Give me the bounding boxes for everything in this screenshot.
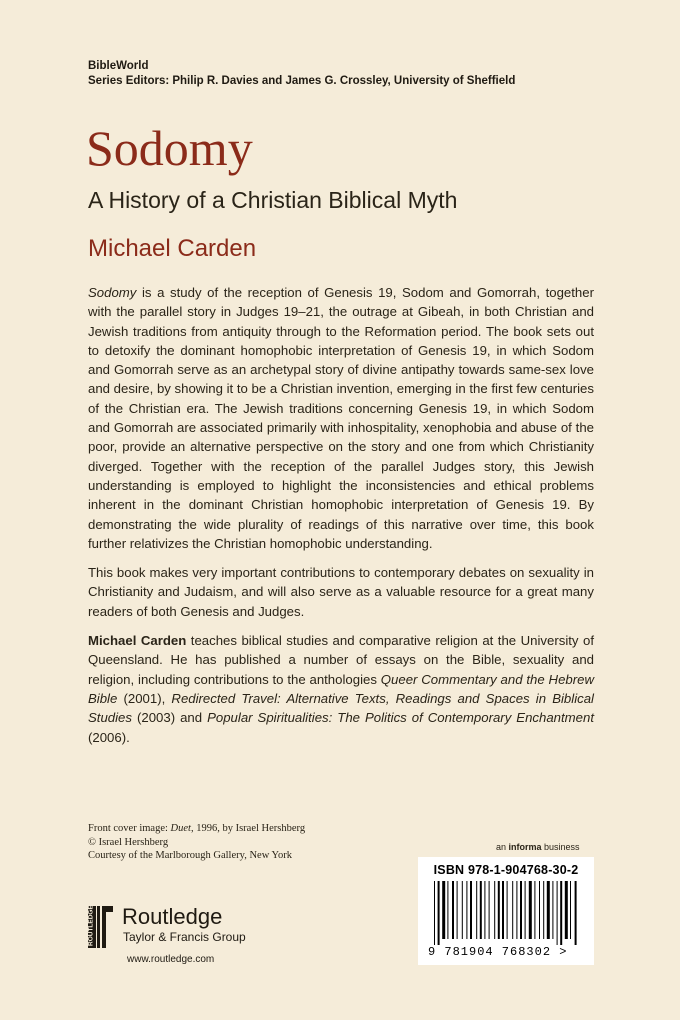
cover-image-credits (88, 822, 305, 863)
blurb (88, 283, 594, 757)
credit-line-3: Courtesy of the Marlborough Gallery, New York (88, 850, 293, 861)
author-bio-work-1: Queer Commentary and the Hebrew Bible (88, 671, 594, 706)
author-bio-work-3: Popular Spiritualities: The Politics of Contemporary Enchantment (207, 710, 594, 726)
series-name: BibleWorld (88, 60, 149, 72)
credit-text: Front cover image: (88, 823, 171, 834)
series-editors: Series Editors: Philip R. Davies and James G. Crossley, University of Sheffield (88, 75, 516, 87)
book-author: Michael Carden (88, 235, 257, 262)
blurb-title-ref: Sodomy (88, 285, 137, 300)
book-subtitle: A History of a Christian Biblical Myth (88, 187, 458, 213)
credit-text: , 1996, by Israel Hershberg (190, 823, 306, 834)
isbn-label: ISBN 978-1-904768-30-2 (433, 863, 579, 877)
isbn-digits: 9 781904 768302 > (428, 945, 568, 959)
credit-line-2: © Israel Hershberg (88, 836, 169, 848)
author-bio (88, 631, 594, 747)
credit-artwork: Duet (170, 823, 191, 834)
author-bio-text: (2006). (88, 729, 130, 745)
publisher-group: Taylor & Francis Group (123, 930, 246, 944)
author-bio-text: (2001), (117, 690, 172, 706)
author-bio-text: (2003) and (132, 710, 208, 726)
blurb-paragraph-2: This book makes very important contributions to contemporary debates on sexuality in Christianity and Judaism, and will also serve as a valuable resource for a great many readers of both Genesis and Judges. (88, 565, 594, 619)
routledge-logo-icon (86, 904, 116, 950)
credit-line-1 (88, 822, 305, 836)
informa-text: business (541, 842, 580, 852)
book-title: Sodomy (86, 120, 253, 176)
author-bio-name: Michael Carden (88, 633, 187, 649)
author-bio-work-2: Redirected Travel: Alternative Texts, Readings and Spaces in Biblical Studies (88, 690, 594, 726)
barcode-icon (432, 881, 580, 945)
informa-text: an (496, 842, 509, 852)
blurb-paragraph-1-text: is a study of the reception of Genesis 19, Sodom and Gomorrah, together with the parallel story in Judges 19–21, the outrage at Gibeah, in both Christian and Jewish traditions from antiquity through to the Reformation period. The book sets out to detoxify the dominant homophobic interpretation of Genesis 19, in which Sodom and Gomorrah serve as an archetypal story of divine antipathy towards same-sex love and desire, by showing it to be a Christian invention, emerging in the first few centuries of the Christian era. The Jewish traditions concerning Genesis 19, in which Sodom and Gomorrah are associated primarily with inhospitality, xenophobia and abuse of the poor, provide an alternative perspective on the story and one from which Christianity diverged. Together with the reception of the parallel Judges story, this Jewish understanding is employed to highlight the inconsistencies and ethical problems inherent in the dominant Christian homophobic interpretation of Genesis 19. By demonstrating the wide plurality of readings of this narrative over time, this book further relativizes the Christian homophobic understanding. (88, 285, 594, 551)
author-bio-text: teaches biblical studies and comparative religion at the University of Queensland. He has published a number of essays on the Bible, sexuality and religion, including contributions to the anthologies (88, 633, 594, 687)
informa-brand: informa (508, 842, 542, 852)
informa-tagline (496, 842, 580, 852)
series-info (88, 59, 515, 89)
isbn-barcode-box (418, 857, 594, 965)
publisher-name: Routledge (122, 904, 223, 929)
logo-vertical-text: ROUTLEDGE (87, 905, 95, 946)
blurb-paragraph-1 (88, 283, 594, 553)
publisher-website[interactable]: www.routledge.com (127, 954, 215, 965)
